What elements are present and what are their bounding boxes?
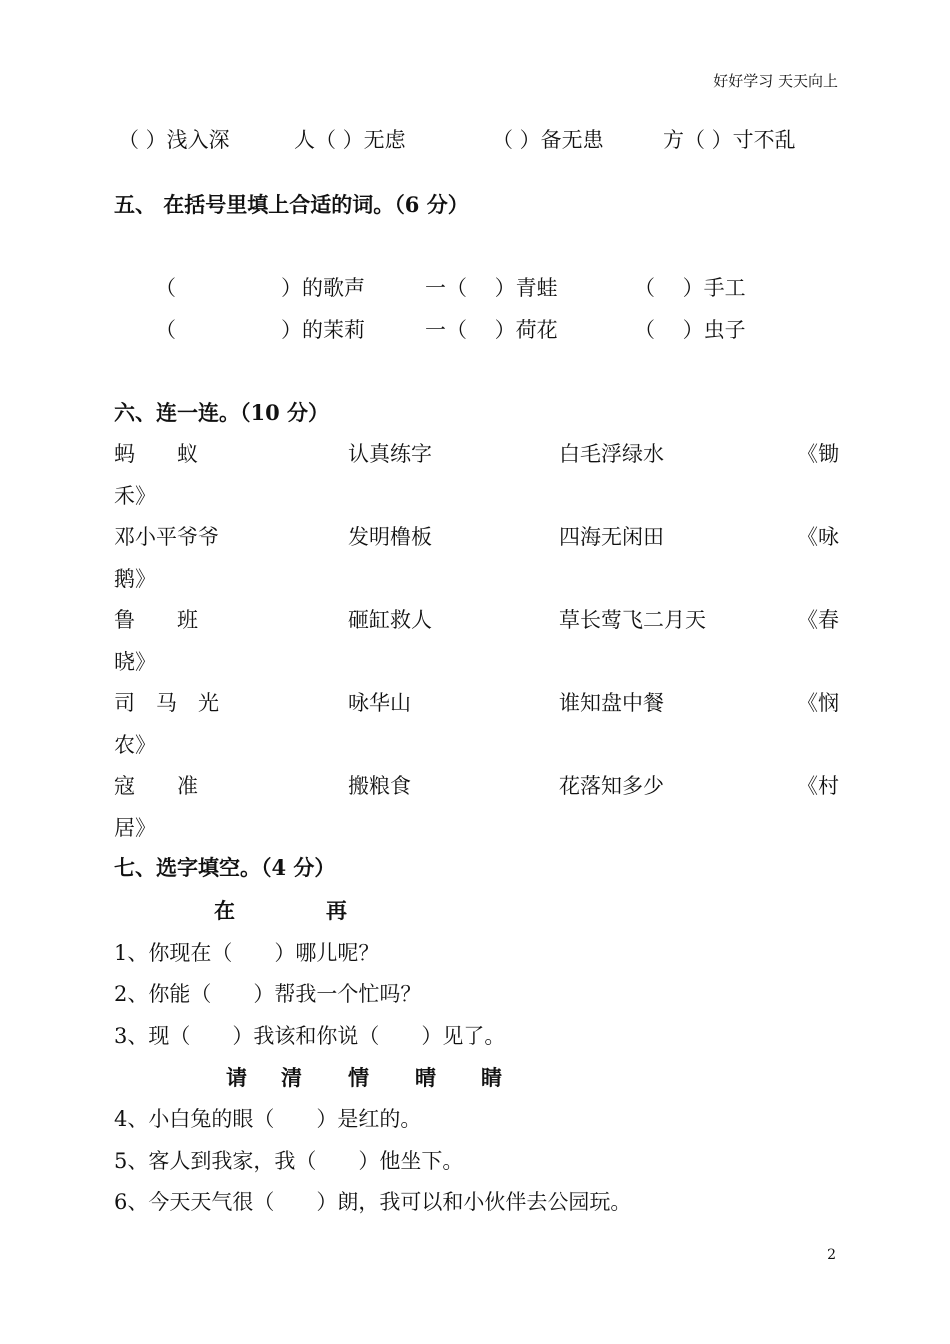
deed-3: 砸缸救人 [348, 608, 432, 632]
deed-5: 搬粮食 [348, 774, 411, 798]
person-3: 鲁 班 [114, 608, 198, 632]
poem-3-start: 《春 [797, 608, 839, 632]
section-5-title: 五、 在括号里填上合适的词。（6 分） [114, 192, 469, 217]
person-4: 司 马 光 [114, 691, 219, 715]
poem-4-start: 《悯 [797, 691, 839, 715]
poem-3-end: 晓》 [114, 650, 156, 674]
verse-4: 谁知盘中餐 [559, 691, 664, 715]
blank-5-2: 一（ ）青蛙 [425, 276, 558, 300]
blank-5-6: （ ）虫子 [634, 318, 746, 342]
question-6: 6、今天天气很（ ）朗，我可以和小伙伴去公园玩。 [114, 1190, 632, 1214]
section-7-title: 七、选字填空。（4 分） [114, 855, 336, 880]
person-5: 寇 准 [114, 774, 198, 798]
verse-5: 花落知多少 [559, 774, 664, 798]
question-5: 5、客人到我家，我（ ）他坐下。 [114, 1149, 464, 1173]
choice-qing-2: 清 [281, 1065, 302, 1090]
section-6-title: 六、连一连。（10 分） [114, 400, 330, 425]
blank-5-5: 一（ ）荷花 [425, 318, 558, 342]
choice-zai: 在 [214, 898, 235, 923]
question-3: 3、现（ ）我该和你说（ ）见了。 [114, 1024, 506, 1048]
poem-5-start: 《村 [797, 774, 839, 798]
poem-4-end: 农》 [114, 733, 156, 757]
choice-qing-3: 情 [348, 1065, 369, 1090]
poem-1-end: 禾》 [114, 484, 156, 508]
choice-qing-4: 晴 [415, 1065, 436, 1090]
question-4: 4、小白兔的眼（ ）是红的。 [114, 1107, 422, 1131]
choice-qing-1: 请 [226, 1065, 247, 1090]
deed-1: 认真练字 [348, 442, 432, 466]
blank-5-4: （ ）的茉莉 [155, 318, 365, 342]
deed-2: 发明橹板 [348, 525, 432, 549]
question-1: 1、你现在（ ）哪儿呢？ [114, 941, 380, 965]
page-header: 好好学习 天天向上 [713, 72, 838, 90]
poem-5-end: 居》 [114, 816, 156, 840]
idiom-2: 人（ ）无虑 [294, 128, 406, 152]
person-2: 邓小平爷爷 [114, 525, 219, 549]
blank-5-1: （ ）的歌声 [155, 276, 365, 300]
person-1: 蚂 蚁 [114, 442, 198, 466]
choice-jing: 睛 [481, 1065, 502, 1090]
poem-1-start: 《锄 [797, 442, 839, 466]
choice-zai2: 再 [326, 898, 347, 923]
deed-4: 咏华山 [348, 691, 411, 715]
verse-2: 四海无闲田 [559, 525, 664, 549]
poem-2-start: 《咏 [797, 525, 839, 549]
idiom-1: （ ）浅入深 [118, 128, 230, 152]
idiom-3: （ ）备无患 [492, 128, 604, 152]
poem-2-end: 鹅》 [114, 567, 156, 591]
idiom-4: 方（ ）寸不乱 [663, 128, 796, 152]
verse-1: 白毛浮绿水 [559, 442, 664, 466]
question-2: 2、你能（ ）帮我一个忙吗？ [114, 982, 422, 1006]
verse-3: 草长莺飞二月天 [559, 608, 706, 632]
page-number: 2 [827, 1247, 836, 1263]
blank-5-3: （ ）手工 [634, 276, 746, 300]
